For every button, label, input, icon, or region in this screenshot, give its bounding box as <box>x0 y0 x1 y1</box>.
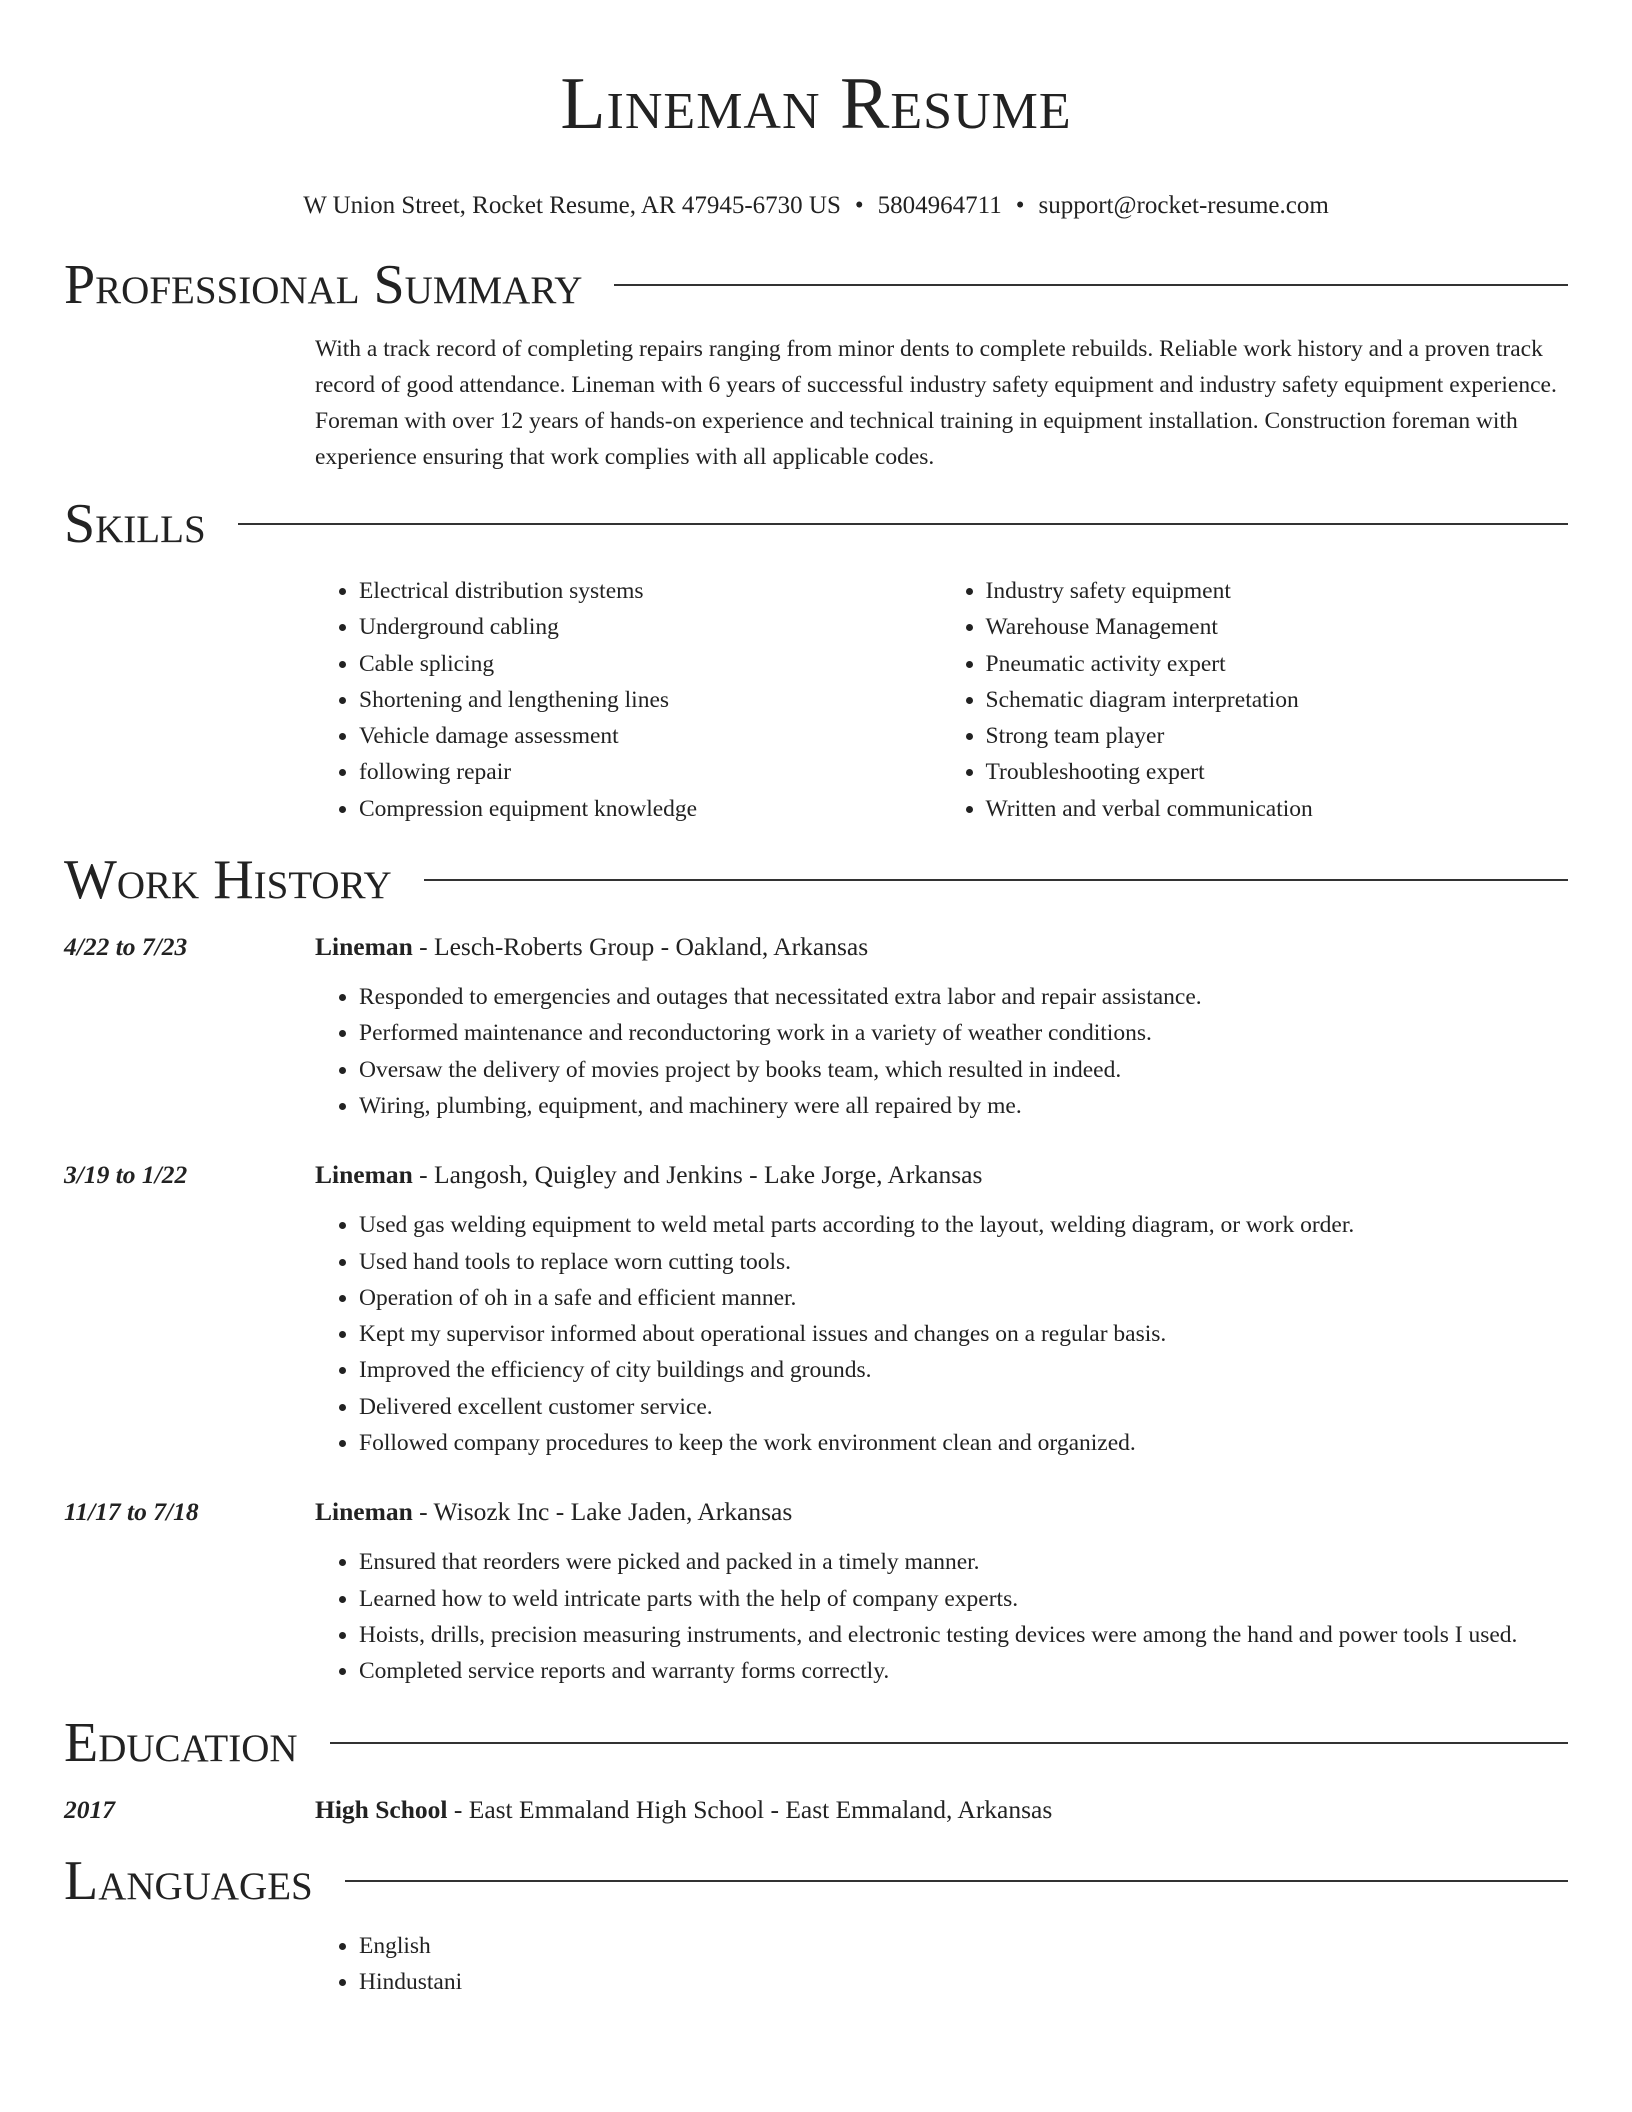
skill-item: • Industry safety equipment <box>986 573 1569 609</box>
education-heading: Education <box>64 1711 298 1774</box>
skill-item: • Shortening and lengthening lines <box>359 682 942 718</box>
skill-item: • following repair <box>359 754 942 790</box>
contact-address: W Union Street, Rocket Resume, AR 47945-6730 US <box>303 192 841 219</box>
education-entry <box>64 1792 1568 1828</box>
job-bullet: • Wiring, plumbing, equipment, and machinery were all repaired by me. <box>359 1088 1568 1124</box>
contact-email: support@rocket-resume.com <box>1038 192 1329 219</box>
language-item: • Hindustani <box>359 1964 1568 2000</box>
resume-title: Lineman Resume <box>560 63 1072 145</box>
education-year: 2017 <box>64 1794 115 1824</box>
contact-separator: • <box>854 192 864 219</box>
section-divider <box>345 1880 1568 1882</box>
job-header <box>64 929 1568 965</box>
work-heading: Work History <box>64 849 392 912</box>
job-entry <box>64 929 1568 1124</box>
job-bullet: • Oversaw the delivery of movies project by books team, which resulted in indeed. <box>359 1052 1568 1088</box>
job-bullet: • Operation of oh in a safe and efficient manner. <box>359 1280 1568 1316</box>
job-bullet: • Responded to emergencies and outages that necessitated extra labor and repair assistance. <box>359 979 1568 1015</box>
job-details: - Langosh, Quigley and Jenkins - Lake Jorge, Arkansas <box>412 1160 983 1190</box>
education-details: - East Emmaland High School - East Emmaland, Arkansas <box>447 1794 1053 1824</box>
job-header <box>64 1494 1568 1530</box>
job-entry <box>64 1157 1568 1461</box>
skill-item: • Underground cabling <box>359 609 942 645</box>
languages-heading: Languages <box>64 1849 313 1912</box>
job-bullet: • Used gas welding equipment to weld metal parts according to the layout, welding diagram, or work order. <box>359 1207 1568 1243</box>
education-degree: High School <box>315 1794 448 1824</box>
skill-item: • Warehouse Management <box>986 609 1569 645</box>
language-item: • English <box>359 1928 1568 1964</box>
job-bullet: • Used hand tools to replace worn cutting tools. <box>359 1244 1568 1280</box>
section-divider <box>424 879 1568 881</box>
job-bullet: • Ensured that reorders were picked and packed in a timely manner. <box>359 1544 1568 1580</box>
section-divider <box>238 523 1568 525</box>
contact-phone: 5804964711 <box>877 192 1002 219</box>
job-bullet: • Kept my supervisor informed about operational issues and changes on a regular basis. <box>359 1316 1568 1352</box>
skills-section-header <box>64 491 1568 557</box>
languages-section-header <box>64 1848 1568 1914</box>
job-heading <box>315 1157 982 1193</box>
skill-item: • Cable splicing <box>359 646 942 682</box>
skills-heading: Skills <box>64 493 206 555</box>
skill-item: • Pneumatic activity expert <box>986 646 1569 682</box>
education-heading-line <box>315 1792 1052 1828</box>
job-bullet: • Followed company procedures to keep the work environment clean and organized. <box>359 1425 1568 1461</box>
job-title: Lineman <box>315 932 413 962</box>
job-details: - Lesch-Roberts Group - Oakland, Arkansas <box>412 932 869 962</box>
summary-section-header <box>64 252 1568 318</box>
job-bullet: • Hoists, drills, precision measuring instruments, and electronic testing devices were among the hand and power tools I used. <box>359 1617 1568 1653</box>
contact-line <box>64 190 1568 222</box>
job-header <box>64 1157 1568 1193</box>
job-bullet: • Performed maintenance and reconductoring work in a variety of weather conditions. <box>359 1015 1568 1051</box>
skills-column-right <box>942 573 1569 827</box>
summary-heading: Professional Summary <box>64 254 583 316</box>
job-bullets <box>315 1207 1568 1461</box>
skill-item: • Strong team player <box>986 718 1569 754</box>
job-title: Lineman <box>315 1160 413 1190</box>
skill-item: • Vehicle damage assessment <box>359 718 942 754</box>
job-bullet: • Learned how to weld intricate parts with the help of company experts. <box>359 1581 1568 1617</box>
job-dates: 4/22 to 7/23 <box>64 932 188 962</box>
skill-item: • Compression equipment knowledge <box>359 791 942 827</box>
skills-list <box>315 573 1568 827</box>
education-section-header <box>64 1710 1568 1776</box>
section-divider <box>614 284 1568 286</box>
work-section-header <box>64 847 1568 913</box>
summary-text: With a track record of completing repairs ranging from minor dents to complete rebuilds. Reliable work history and a proven track record of good attendance. Lineman with 6 years of successful industry safety equipment and industry safety equipment experience. Foreman with over 12 years of hands-on experience and technical training in equipment installation. Construction foreman with experience ensuring that work complies with all applicable codes. <box>315 336 1557 470</box>
skill-item: • Electrical distribution systems <box>359 573 942 609</box>
section-divider <box>330 1742 1568 1744</box>
languages-list <box>315 1928 1568 2001</box>
job-bullets <box>315 1544 1568 1689</box>
job-heading <box>315 929 868 965</box>
job-title: Lineman <box>315 1497 413 1527</box>
skills-column-left <box>315 573 942 827</box>
skill-item: • Troubleshooting expert <box>986 754 1569 790</box>
job-dates: 3/19 to 1/22 <box>64 1160 188 1190</box>
skill-item: • Written and verbal communication <box>986 791 1569 827</box>
job-entry <box>64 1494 1568 1689</box>
skill-item: • Schematic diagram interpretation <box>986 682 1569 718</box>
contact-separator: • <box>1015 192 1025 219</box>
job-bullet: • Completed service reports and warranty forms correctly. <box>359 1653 1568 1689</box>
job-bullet: • Improved the efficiency of city buildings and grounds. <box>359 1352 1568 1388</box>
job-bullets <box>315 979 1568 1124</box>
job-bullet: • Delivered excellent customer service. <box>359 1389 1568 1425</box>
job-heading <box>315 1494 792 1530</box>
job-details: - Wisozk Inc - Lake Jaden, Arkansas <box>412 1497 793 1527</box>
job-dates: 11/17 to 7/18 <box>64 1497 199 1527</box>
